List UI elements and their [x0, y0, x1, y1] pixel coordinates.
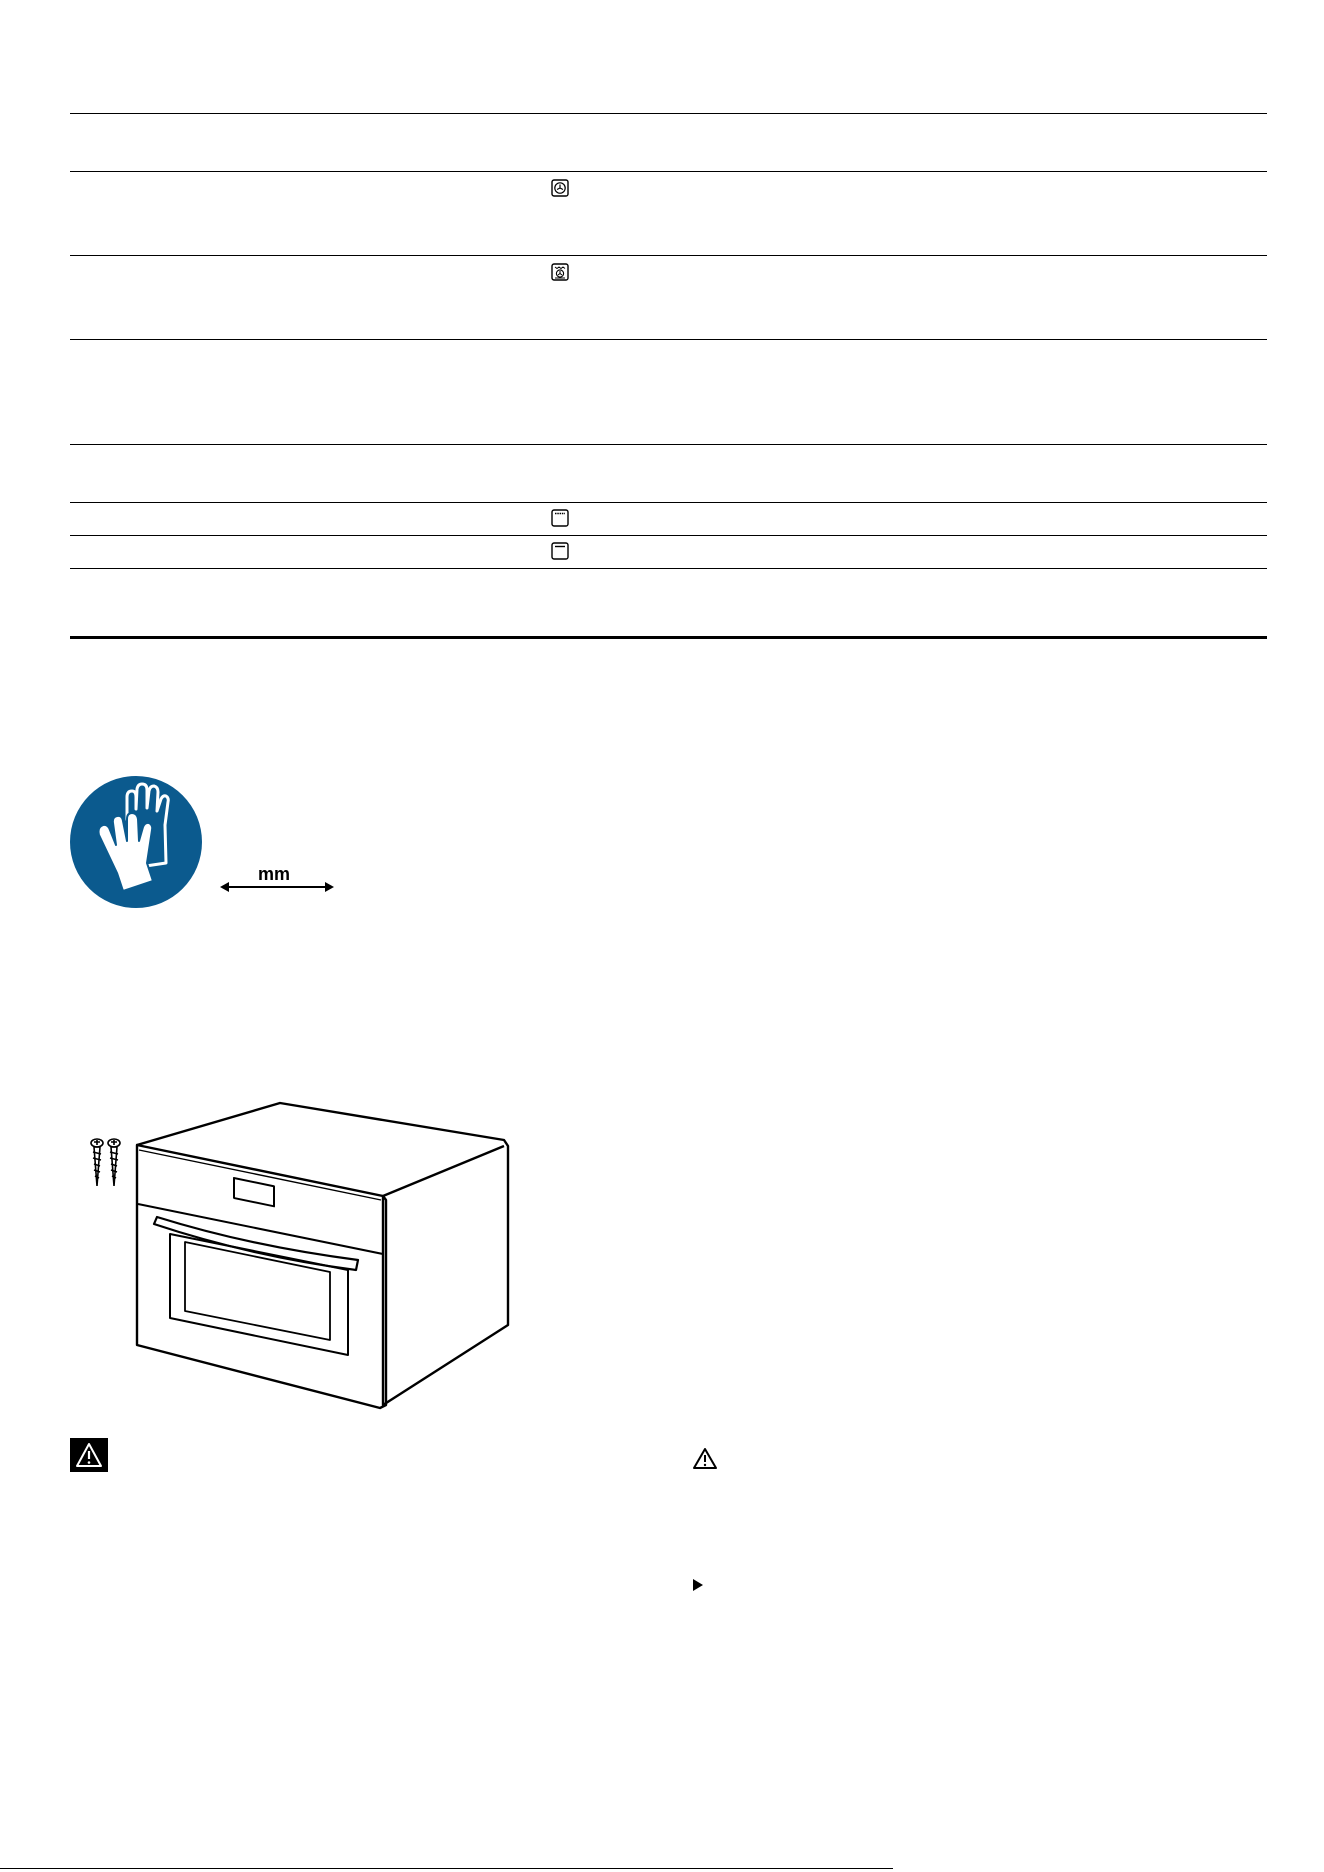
screws-icon — [88, 1138, 124, 1195]
footer-rule — [0, 1868, 893, 1869]
settings-table — [70, 113, 1267, 639]
warning-triangle-icon — [692, 1447, 718, 1475]
top-heat-icon — [551, 509, 569, 532]
table-row — [70, 339, 1267, 444]
grill-fan-icon — [551, 263, 569, 286]
table-row — [70, 502, 1267, 535]
fan-heating-icon — [551, 179, 569, 202]
bullet-arrow-icon — [693, 1578, 703, 1596]
table-row — [70, 255, 1267, 339]
table-row — [70, 535, 1267, 568]
built-in-oven-illustration — [130, 1100, 515, 1415]
protective-gloves-icon — [69, 775, 203, 914]
warning-box-icon — [70, 1438, 108, 1477]
dimension-unit-label: mm — [258, 864, 291, 884]
table-row — [70, 568, 1267, 639]
table-bottom-rule — [70, 636, 1267, 639]
top-heat-icon — [551, 542, 569, 565]
table-row — [70, 171, 1267, 255]
table-row — [70, 444, 1267, 502]
table-row — [70, 113, 1267, 171]
double-arrow-icon — [220, 880, 334, 899]
